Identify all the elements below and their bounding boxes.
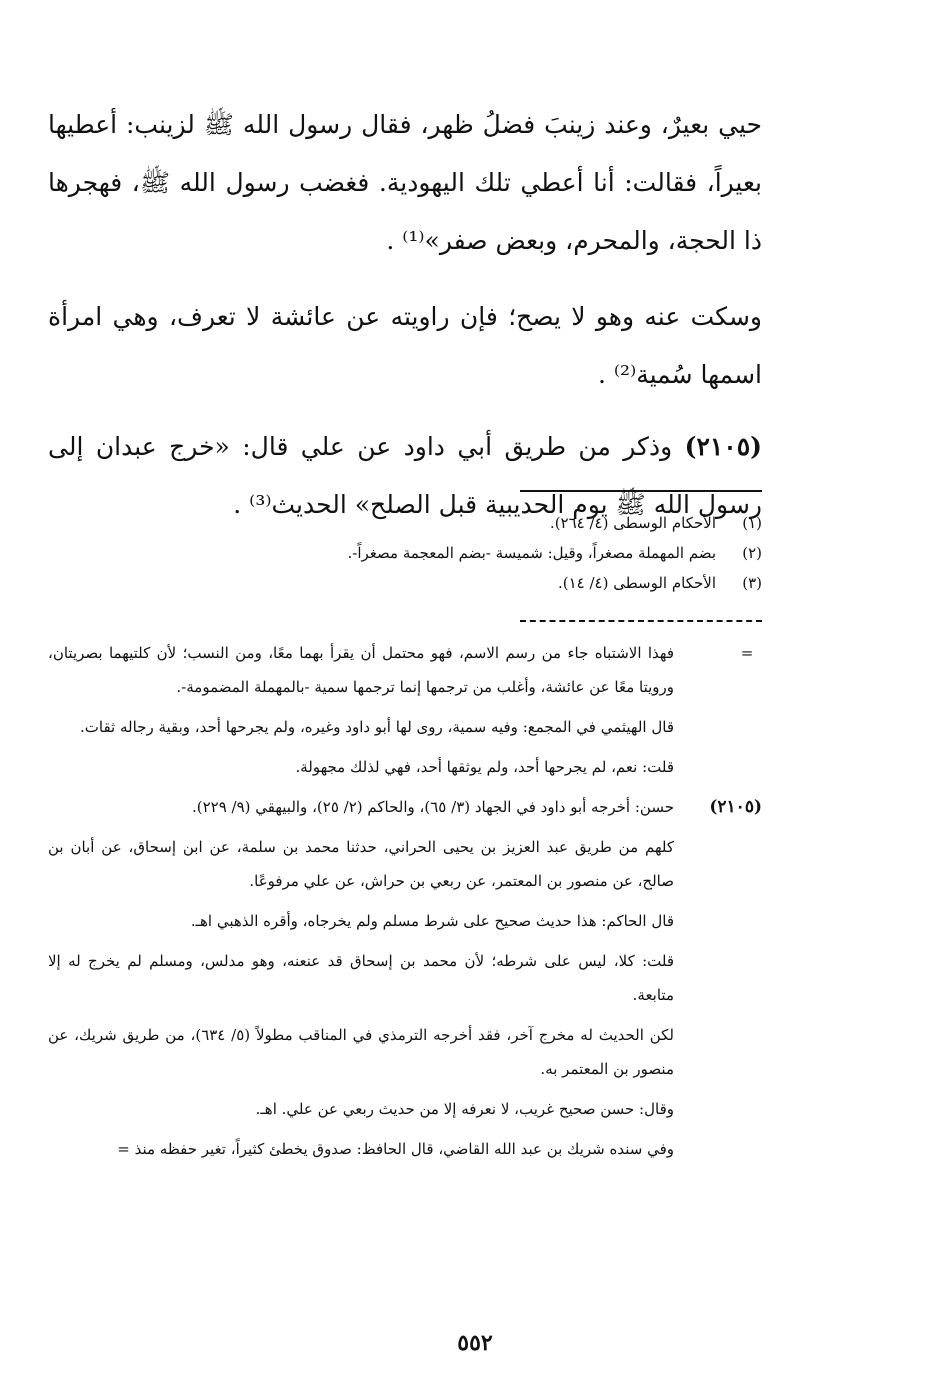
sharik-note: وفي سنده شريك بن عبد الله القاضي، قال الحافظ: صدوق يخطئ كثيراً، تغير حفظه منذ = xyxy=(117,1140,674,1158)
footnote-text: الأحكام الوسطى (٤/ ٢٦٤). xyxy=(549,514,716,532)
footnote-separator xyxy=(520,490,762,492)
footnotes xyxy=(300,508,762,598)
author-rebuttal: قلت: كلا، ليس على شرطه؛ لأن محمد بن إسحاق قد عنعنه، وهو مدلس، ومسلم لم يخرج له إلا متابعة. xyxy=(48,952,674,1004)
continuation-notes xyxy=(48,636,762,1172)
main-text xyxy=(48,96,762,552)
haythami-note: قال الهيثمي في المجمع: وفيه سمية، روى لها أبو داود وغيره، ولم يجرحها أحد، وبقية رجاله ثقات. xyxy=(80,718,674,736)
footnote-2 xyxy=(300,538,762,568)
footnote-mark: (٣) xyxy=(742,574,762,592)
tirmidhi-verdict: وقال: حسن صحيح غريب، لا نعرفه إلا من حديث ربعي عن علي. اهـ. xyxy=(255,1100,674,1118)
continuation-mark: = xyxy=(740,644,754,662)
page-number: ٥٥٢ xyxy=(457,1330,493,1356)
footnote-1 xyxy=(300,508,762,538)
hakim-note: قال الحاكم: هذا حديث صحيح على شرط مسلم ولم يخرجاه، وأقره الذهبي اهـ. xyxy=(190,912,674,930)
tirmidhi-note: لكن الحديث له مخرج آخر، فقد أخرجه الترمذي في المناقب مطولاً (٥/ ٦٣٤)، من طريق شريك، عن منصور بن المعتمر به. xyxy=(48,1026,674,1078)
hadith-number: (٢١٠٥) xyxy=(684,432,762,461)
author-comment: قلت: نعم، لم يجرحها أحد، ولم يوثقها أحد، فهي لذلك مجهولة. xyxy=(295,758,674,776)
takhrij-number: (٢١٠٥) xyxy=(709,797,762,817)
continuation-text: فهذا الاشتباه جاء من رسم الاسم، فهو محتمل أن يقرأ بهما معًا، ومن النسب؛ لأن كلتيهما بصريتان، ورويتا معًا عن عائشة، وأغلب من ترجمها إنما ترجمها سمية -بالمهملة المضمومة-. xyxy=(48,644,674,696)
takhrij-chain: كلهم من طريق عبد العزيز بن يحيى الحراني، حدثنا محمد بن سلمة، عن ابن إسحاق، عن أبان بن صالح، عن منصور بن المعتمر، عن ربعي بن حراش، عن علي مرفوعًا. xyxy=(48,838,674,890)
footnote-text: الأحكام الوسطى (٤/ ١٤). xyxy=(557,574,716,592)
hadith-text: وذكر من طريق أبي داود عن علي قال: «خرج عبدان إلى رسول الله ﷺ يوم الحديبية قبل الصلح» الحديث⁽³⁾ . xyxy=(48,432,762,519)
takhrij-text: حسن: أخرجه أبو داود في الجهاد (٣/ ٦٥)، والحاكم (٢/ ٢٥)، والبيهقي (٩/ ٢٢٩). xyxy=(191,798,674,816)
footnote-text: بضم المهملة مصغراً، وقيل: شميسة -بضم المعجمة مصغراً-. xyxy=(347,544,716,562)
main-paragraph-1: حيي بعيرٌ، وعند زينبَ فضلُ ظهر، فقال رسول الله ﷺ لزينب: أعطيها بعيراً، فقالت: أنا أعطي تلك اليهودية. فغضب رسول الله ﷺ، فهجرها ذا الحجة، والمحرم، وبعض صفر»⁽¹⁾ . xyxy=(48,110,762,255)
continuation-separator xyxy=(520,620,762,622)
footnote-mark: (١) xyxy=(742,514,762,532)
footnote-mark: (٢) xyxy=(742,544,762,562)
footnote-3 xyxy=(300,568,762,598)
continuation-paragraph xyxy=(48,636,762,704)
main-paragraph-2: وسكت عنه وهو لا يصح؛ فإن راويته عن عائشة لا تعرف، وهي امرأة اسمها سُمية⁽²⁾ . xyxy=(48,302,762,389)
takhrij-paragraph xyxy=(48,790,762,824)
